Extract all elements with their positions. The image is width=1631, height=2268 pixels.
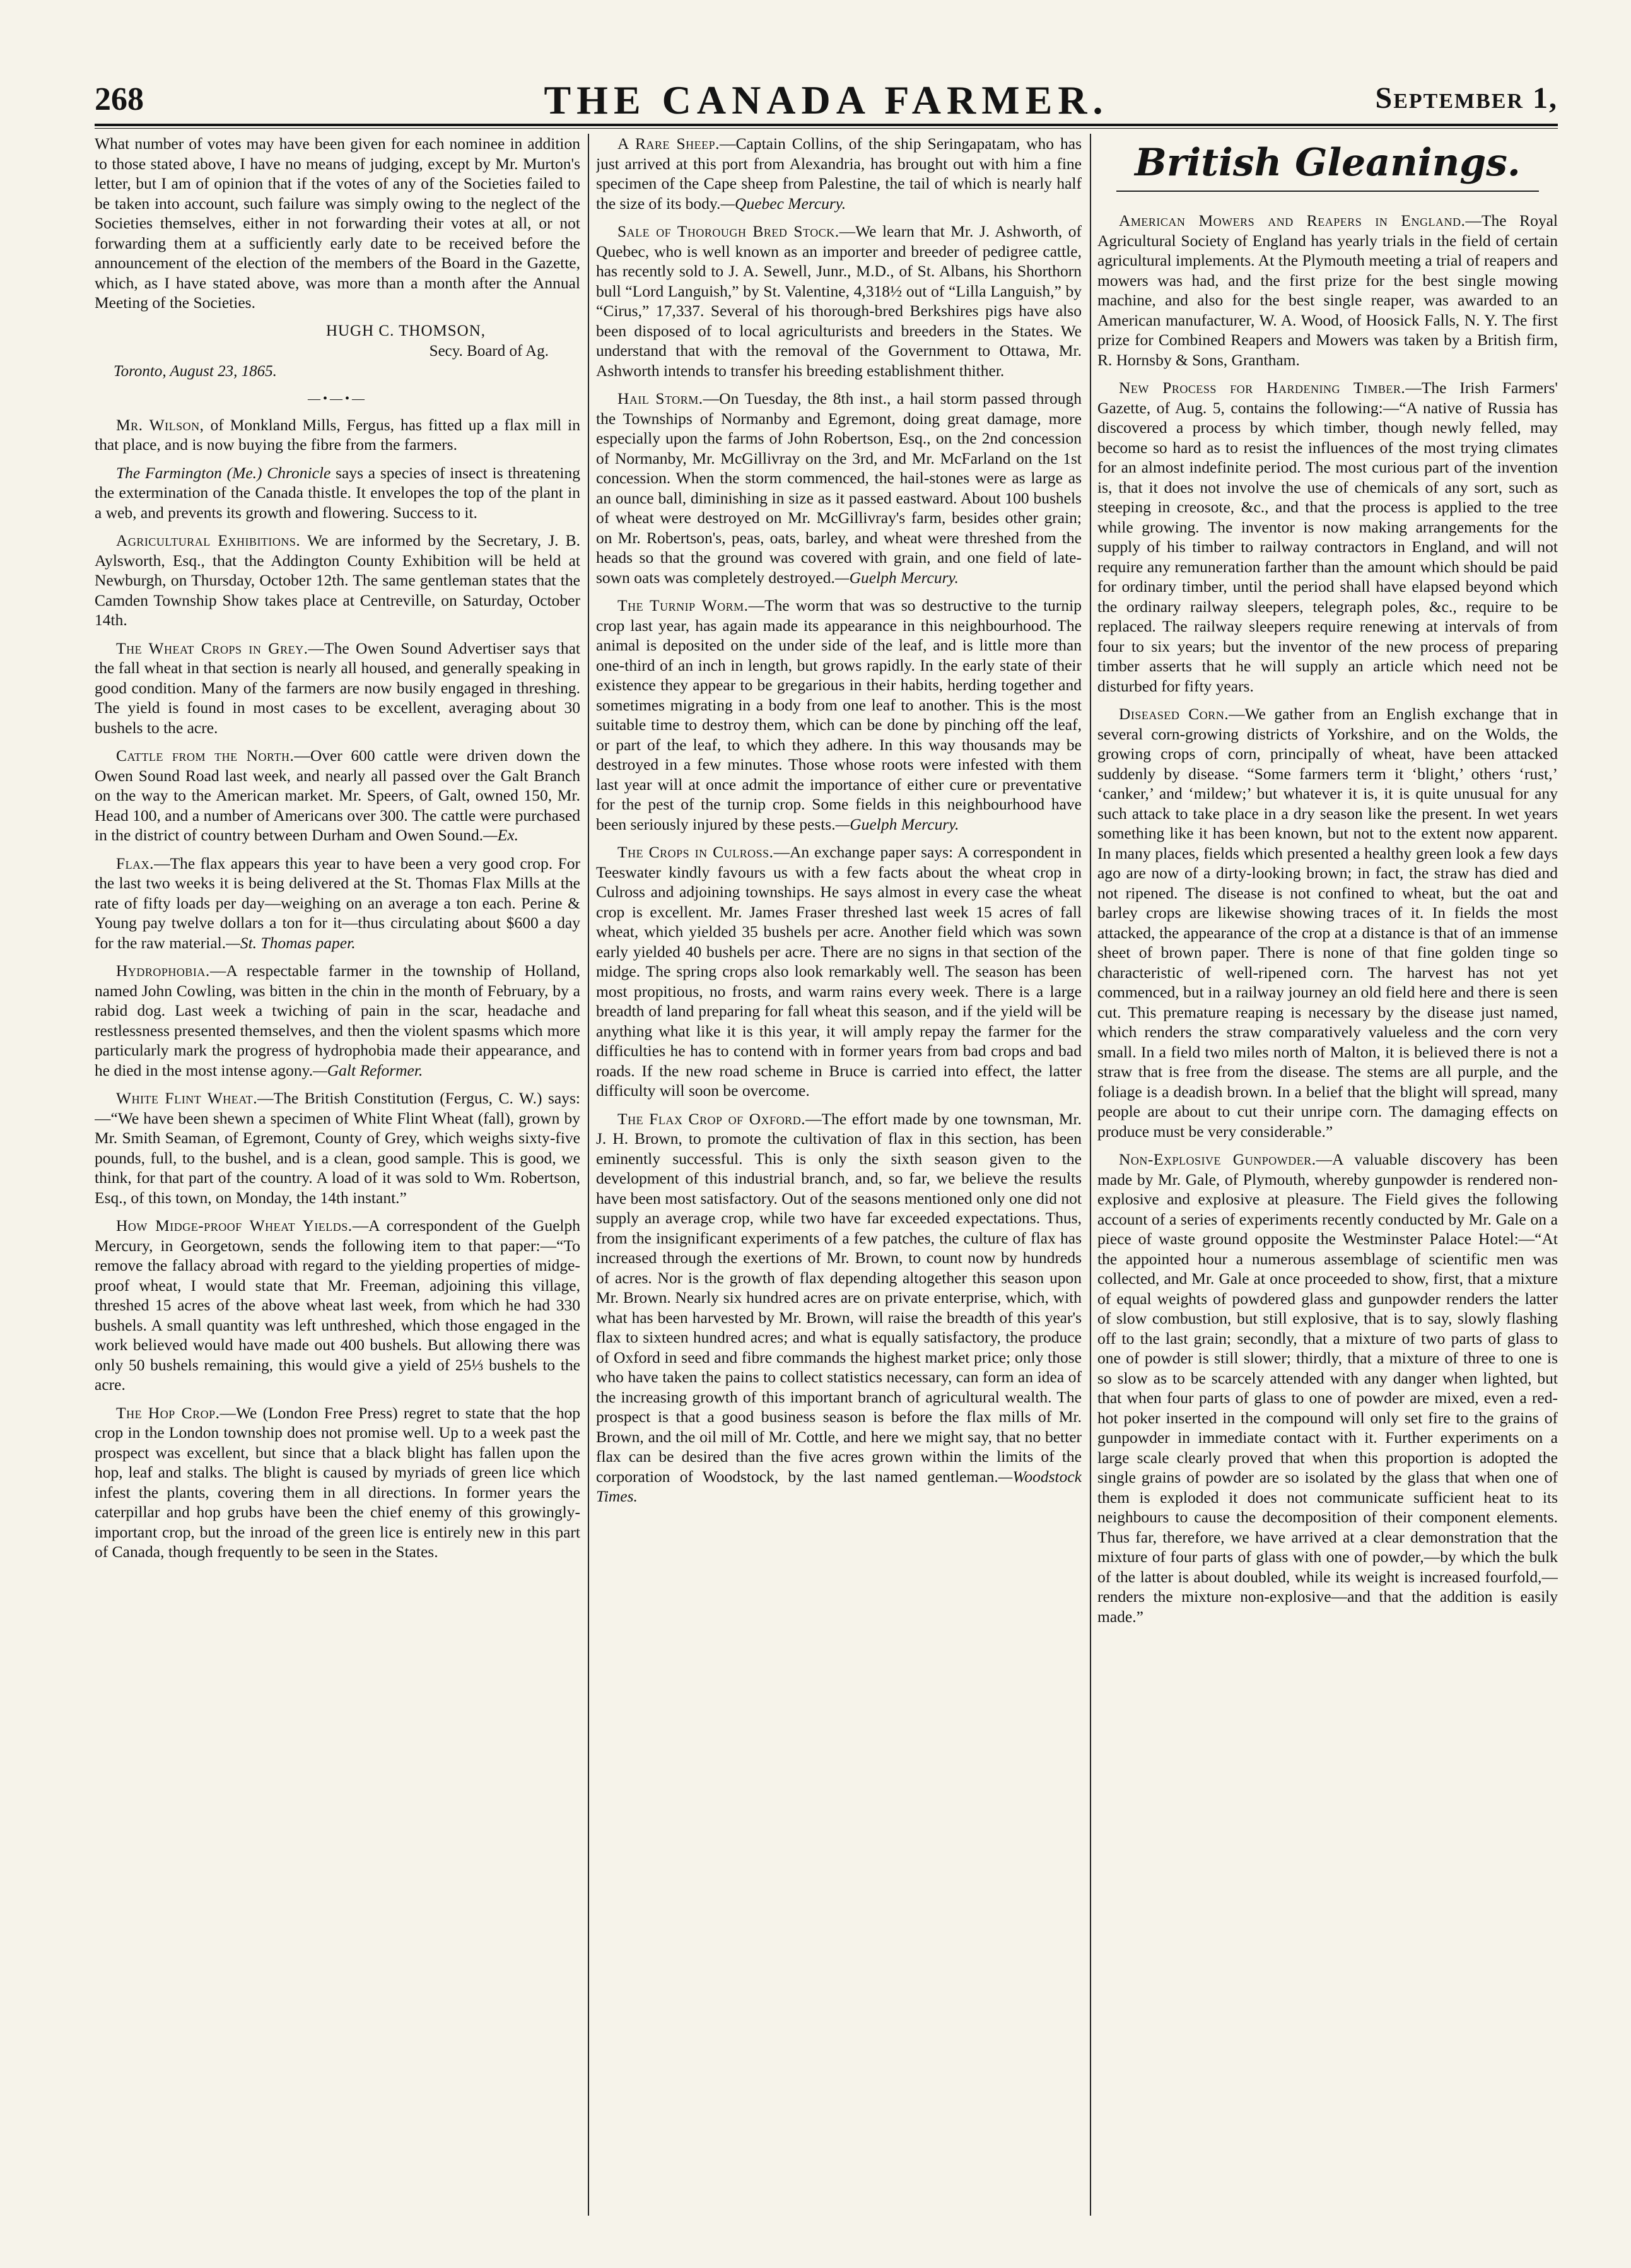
- item-heading: The Wheat Crops in Grey.: [116, 638, 308, 657]
- news-item: [95, 1088, 580, 1207]
- ornament-divider: —•—•—: [307, 391, 367, 406]
- item-text: —We (London Free Press) regret to state that the hop crop in the London township does not promise well. Up to a week past the prospect was excellent, but since that a black blight has fallen upon the hop, leaf and stalks. The blight is caused by myriads of green lice which infest the plants, covering them in all directions. In former years the caterpillar and hop grubs have been the chief enemy of this growingly-important crop, but the inroad of the green lice is entirely new in this part of Canada, though frequently to be seen in the States.: [95, 1403, 580, 1561]
- signature-name: HUGH C. THOMSON,: [325, 322, 486, 339]
- item-text: We are informed by the Secretary, J. B. Aylsworth, Esq., that the Addington County Exhibition will be held at Newburgh, on Thursday, October 12th. The same gentleman states that the Camden Township Show takes place at Centreville, on Saturday, October 14th.: [95, 531, 580, 629]
- item-heading: Diseased Corn.: [1119, 705, 1229, 723]
- item-text: —The British Constitution (Fergus, C. W.) says:—“We have been shewn a specimen of White Flint Wheat (fall), grown by Mr. Smith Seaman, of Egremont, County of Grey, which weighs sixty-five pounds, full, to the bushel, and is a clean, good sample. This is good, we think, for that part of the country. A load of it was sold to Wm. Robertson, Esq., of this town, on Monday, the 14th instant.”: [95, 1089, 580, 1207]
- item-heading: Hydrophobia.: [116, 961, 210, 980]
- item-heading: Mr. Wilson,: [116, 415, 204, 434]
- item-text: says a species of insect is threatening the extermination of the Canada thistle. It envelopes the top of the plant in a web, and prevents its growth and flowering. Success to it.: [95, 463, 580, 522]
- signature-title: Secy. Board of Ag.: [429, 342, 549, 360]
- news-item: [1097, 378, 1558, 696]
- item-text: —Over 600 cattle were driven down the Owen Sound Road last week, and nearly all passed over the Galt Branch on the way to the American market. Mr. Speers, of Galt, owned 150, Mr. Head 100, and a number of Americans over 300. The cattle were purchased in the district of country between Durham and Owen Sound.: [95, 746, 580, 844]
- item-heading: Agricultural Exhibitions.: [116, 531, 301, 549]
- column-3: [1097, 134, 1558, 2216]
- news-item: [596, 134, 1082, 213]
- item-text: —On Tuesday, the 8th inst., a hail storm passed through the Townships of Normanby and Egremont, doing great damage, more especially upon the farms of John Robertson, Esq., on the 2nd concession of Normanby, Mr. McGillivray on the 3rd, and Mr. McFarland on the 1st concession. When the storm commenced, the hail-stones were as large as an ounce ball, diminishing in size as it passed eastward. About 100 bushels of wheat were destroyed on Mr. McGillivray's farm, besides other grain; on Mr. Robertson's, peas, oats, barley, and wheat were threshed from the heads so that the ground was covered with grain, and one field of late-sown oats was completely destroyed.: [596, 389, 1082, 587]
- item-heading: White Flint Wheat.: [116, 1089, 258, 1107]
- news-item: [596, 1109, 1082, 1507]
- item-text: —Captain Collins, of the ship Seringapatam, who has just arrived at this port from Alexandria, has brought out with him a fine specimen of the Cape sheep from Palestine, the tail of which is nearly half the size of its body.: [596, 134, 1082, 213]
- column-1: [95, 134, 580, 2216]
- issue-date: September 1,: [1375, 81, 1558, 115]
- item-heading: The Farmington (Me.) Chronicle: [116, 463, 331, 482]
- item-text: —We learn that Mr. J. Ashworth, of Quebec, who is well known as an importer and breeder of pedigree cattle, has recently sold to J. A. Sewell, Junr., M.D., of St. Albans, his Shorthorn bull “Lord Languish,” by St. Valentine, 4,318½ out of “Lilla Languish,” by “Cirus,” 17,337. Several of his thorough-bred Berkshires pigs have also been disposed of to local agriculturists and breeders in the States. We understand that with the removal of the Government to Ottawa, Mr. Ashworth intends to transfer his breeding establishment thither.: [596, 222, 1082, 380]
- item-source: —Woodstock Times.: [596, 1467, 1082, 1505]
- news-item: [95, 854, 580, 953]
- news-item: [596, 596, 1082, 834]
- item-heading: The Turnip Worm.: [617, 596, 749, 614]
- item-heading: Flax.: [116, 854, 155, 873]
- news-item: [95, 746, 580, 845]
- item-text: —The flax appears this year to have been a very good crop. For the last two weeks it is being delivered at the St. Thomas Flax Mills at the rate of fifty loads per day—weighing on an average a ton each. Perine & Young pay twelve dollars a ton for it—thus circulating about $600 a day for the raw material.: [95, 854, 580, 952]
- news-item: [95, 1403, 580, 1562]
- item-text: —The Royal Agricultural Society of England has yearly trials in the field of certain agricultural implements. At the Plymouth meeting a trial of reapers and mowers was had, and the first prize for the best single mowing machine, and also for the best single reaper, was awarded to an American manufacturer, W. A. Wood, of Hoosick Falls, N. Y. The first prize for Combined Reapers and Mowers was taken by a British firm, R. Hornsby & Sons, Grantham.: [1097, 211, 1558, 369]
- column-2: [596, 134, 1082, 2216]
- news-item: [95, 415, 580, 455]
- section-heading: British Gleanings.: [1135, 141, 1521, 185]
- news-item: [95, 463, 580, 523]
- news-item: [596, 389, 1082, 587]
- item-source: —Guelph Mercury.: [835, 814, 959, 833]
- item-text: of Monkland Mills, Fergus, has fitted up a flax mill in that place, and is now buying the fibre from the farmers.: [95, 415, 580, 454]
- item-source: —Galt Reformer.: [313, 1061, 423, 1079]
- item-heading: The Crops in Culross.: [617, 843, 774, 861]
- item-text: —A correspondent of the Guelph Mercury, in Georgetown, sends the following item to that paper:—“To remove the fallacy abroad with regard to the yielding properties of midge-proof wheat, I would state that Mr. Freeman, adjoining this village, threshed 15 acres of the above wheat last week, from which he had 330 bushels. A small quantity was left unthreshed, which those engaged in the work believed would have made out 400 bushels. But allowing there was only 50 bushels remaining, this would give a yield of 25⅓ bushels to the acre.: [95, 1216, 580, 1394]
- item-source: —Ex.: [483, 826, 519, 844]
- item-text: —The Irish Farmers' Gazette, of Aug. 5, contains the following:—“A native of Russia has discovered a process by which timber, though newly felled, may become so hard as to resist the influences of the most trying climates for an almost indefinite period. The most curious part of the invention is, that it does not involve the use of chemicals of any sort, such as steeping in creosote, &c., and that the process is applied to the tree while growing. The inventor is now making arrangements for the supply of his timber to railway contractors in England, and will not require any remuneration farther than the amount which should be paid for ordinary timber, until the period shall have elapsed beyond which the ordinary railway sleepers, telegraph poles, &c., require to be replaced. The railway sleepers require renewing at intervals of from four to six years; but the inventor of the new process of preparing timber asserts that he will supply an article which need not be disturbed for fifty years.: [1097, 379, 1558, 695]
- item-source: —Guelph Mercury.: [834, 568, 959, 587]
- item-text: —An exchange paper says: A correspondent in Teeswater kindly favours us with a few facts about the wheat crop in Culross and adjoining townships. He says almost in every case the wheat crop is excellent. Mr. James Fraser threshed last week 15 acres of fall wheat, which yielded 35 bushels per acre. Another field which was sown early yielded 40 bushels per acre. There are no signs in that section of the midge. The spring crops also look remarkably well. The season has been most propitious, no frosts, and warm rains every week. There is a large breadth of land preparing for fall wheat this season, and if the yield will be anything what like it is this year, it will amply repay the farmer for the difficulties he has to contend with in former years from bad crops and bad roads. If the new road scheme in Bruce is carried into effect, the latter difficulty will soon be overcome.: [596, 843, 1082, 1100]
- item-text: —The Owen Sound Advertiser says that the fall wheat in that section is nearly all housed, and generally speaking in good condition. Many of the farmers are now busily engaged in threshing. The yield is found in most cases to be excellent, averaging about 30 bushels to the acre.: [95, 638, 580, 737]
- news-item: [596, 221, 1082, 380]
- item-heading: Sale of Thorough Bred Stock.: [617, 222, 839, 240]
- news-item: [95, 1216, 580, 1395]
- item-heading: How Midge-proof Wheat Yields.: [116, 1216, 353, 1235]
- item-text: —A respectable farmer in the township of Holland, named John Cowling, was bitten in the chin in the month of February, by a rabid dog. Last week a twiching of pain in the scar, headache and restlessness presented themselves, and then the violent spasms which more particularly mark the progress of hydrophobia made their appearance, and he died in the most intense agony.: [95, 961, 580, 1079]
- item-heading: Cattle from the North.: [116, 746, 295, 765]
- page-number: 268: [95, 81, 144, 117]
- news-item: [1097, 1149, 1558, 1626]
- column-rule: [588, 134, 589, 2216]
- news-item: [596, 842, 1082, 1101]
- news-item: [95, 961, 580, 1080]
- header-rule: [95, 124, 1558, 129]
- signature-place: Toronto, August 23, 1865.: [114, 362, 277, 380]
- item-heading: Non-Explosive Gunpowder.: [1119, 1150, 1316, 1168]
- item-heading: American Mowers and Reapers in England.: [1119, 211, 1466, 230]
- item-heading: New Process for Hardening Timber.: [1119, 379, 1406, 397]
- item-heading: Hail Storm.: [617, 389, 703, 408]
- journal-title: THE CANADA FARMER.: [544, 78, 1109, 122]
- letter-paragraph: What number of votes may have been given for each nominee in addition to those stated above, I have no means of judging, except by Mr. Murton's letter, but I am of opinion that if the votes of any of the Societies failed to be taken into account, such failure was simply owing to the neglect of the Societies themselves, either in not forwarding their votes at all, or not forwarding them at a sufficiently early date to be received before the announcement of the election of the members of the Board in the Gazette, which, as I have stated above, was more than a month after the Annual Meeting of the Societies.: [95, 134, 580, 312]
- item-heading: The Hop Crop.: [116, 1403, 220, 1422]
- news-item: [1097, 211, 1558, 370]
- item-text: —The effort made by one townsman, Mr. J. H. Brown, to promote the cultivation of flax in this section, has been eminently successful. This is only the sixth season given to the development of this industrial branch, and, so far, we believe the results have been most satisfactory. Out of the seasons mentioned only one did not supply an average crop, while two have far exceeded expectations. Thus, from the insignificant experiments of a few patches, the culture of flax has increased through the exertions of Mr. Brown, to count now by hundreds of acres. Nor is the growth of flax depending altogether this season upon Mr. Brown. Nearly six hundred acres are on private enterprise, which, with what has been harvested by Mr. Brown, will raise the breadth of this year's flax to sixteen hundred acres; and what is equally satisfactory, the produce of Oxford in seed and fibre commands the highest market price; only those who have taken the pains to collect statistics necessary, can form an idea of the increasing growth of this important branch of agricultural wealth. The prospect is that a good business season is before the flax mills of Mr. Brown, and the oil mill of Mr. Cottle, and here we might say, that no better flax can be desired than the five acres grown within the limits of the corporation of Woodstock, by the last named gentleman.: [596, 1109, 1082, 1486]
- item-heading: The Flax Crop of Oxford.: [617, 1109, 806, 1128]
- item-text: —The worm that was so destructive to the turnip crop last year, has again made its appearance in this neighbourhood. The animal is deposited on the under side of the leaf, and is little more than one-third of an inch in length, but grows rapidly. In the early state of their existence they appear to be gregarious in their habits, herding together and sometimes migrating in a body from one leaf to another. This is the most suitable time to destroy them, which can be done by pinching off the leaf, or part of the leaf, to which they adhere. In this way thousands may be destroyed in a few minutes. Those whose roots were infested with them last year will at once admit the importance of either cure or preventative for the pest of the turnip crop. Some fields in this neighbourhood have been seriously injured by these pests.: [596, 596, 1082, 833]
- news-item: [95, 531, 580, 630]
- item-text: —We gather from an English exchange that in several corn-growing districts of Yorkshire, and on the Wolds, the growing crops of corn, principally of wheat, have been attacked suddenly by disease. “Some farmers term it ‘blight,’ others ‘rust,’ ‘canker,’ and ‘mildew;’ but whatever it is, it is quite unusual for any such attack to take place in a dry season like the present. In wet years something like it has been known, but not to the extent now apparent. In many places, fields which presented a healthy green look a few days ago are now of a dirty-looking brown; in fact, the straw has died and not ripened. The disease is not confined to wheat, but the oat and barley crops are likewise showing traces of it. In fields the most attacked, the appearance of the crop at a distance is that of an immense sheet of brown paper. There is none of that fine golden tinge so characteristic of well-ripened corn. The harvest has not yet commenced, but in a railway journey an old field here and there is seen cut. This premature reaping is necessary by the disease just named, which renders the straw comparatively valueless and the corn very small. In a field two miles north of Malton, it is believed there is not a straw that is free from the disease. The stems are all purple, and the foliage is a deadish brown. In a belief that the blight will spread, many people are about to cut their unripe corn. The damaging effects on produce must be very considerable.”: [1097, 705, 1558, 1141]
- news-item: [1097, 704, 1558, 1141]
- news-item: [95, 638, 580, 738]
- item-source: —Quebec Mercury.: [720, 194, 846, 213]
- column-rule: [1090, 134, 1091, 2216]
- page-header: [95, 63, 1558, 132]
- section-rule: [1116, 191, 1539, 192]
- item-source: —St. Thomas paper.: [226, 933, 356, 952]
- item-text: —A valuable discovery has been made by Mr. Gale, of Plymouth, whereby gunpowder is rendered non-explosive and explosive at pleasure. The Field gives the following account of a series of experiments recently conducted by Mr. Gale on a piece of waste ground opposite the Westminster Palace Hotel:—“At the appointed hour a numerous assemblage of scientific men was collected, and Mr. Gale at once proceeded to show, first, that a mixture of equal weights of powdered glass and gunpowder renders the latter of slow combustion, but still explosive, that is to say, slowly flashing off to the last grain; secondly, that a mixture of two parts of glass to one of powder is still slower; thirdly, that a mixture of three to one is so slow as to be scarcely attended with any danger when lighted, but that when four parts of glass to one of powder are mixed, even a red-hot poker inserted in the compound will only set fire to the grains of gunpowder in immediate contact with it. Further experiments on a large scale clearly proved that when this proportion is adopted the single grains of powder are so isolated by the glass that when one of them is exploded it does not communicate sufficient heat to its neighbours to cause the decomposition of their component elements. Thus far, therefore, we have arrived at a clear demonstration that the mixture of four parts of glass with one of powder,—by which the bulk of the latter is about doubled, while its weight is increased fourfold,—renders the mixture non-explosive—and that the addition is easily made.”: [1097, 1150, 1558, 1626]
- item-heading: A Rare Sheep.: [617, 134, 720, 153]
